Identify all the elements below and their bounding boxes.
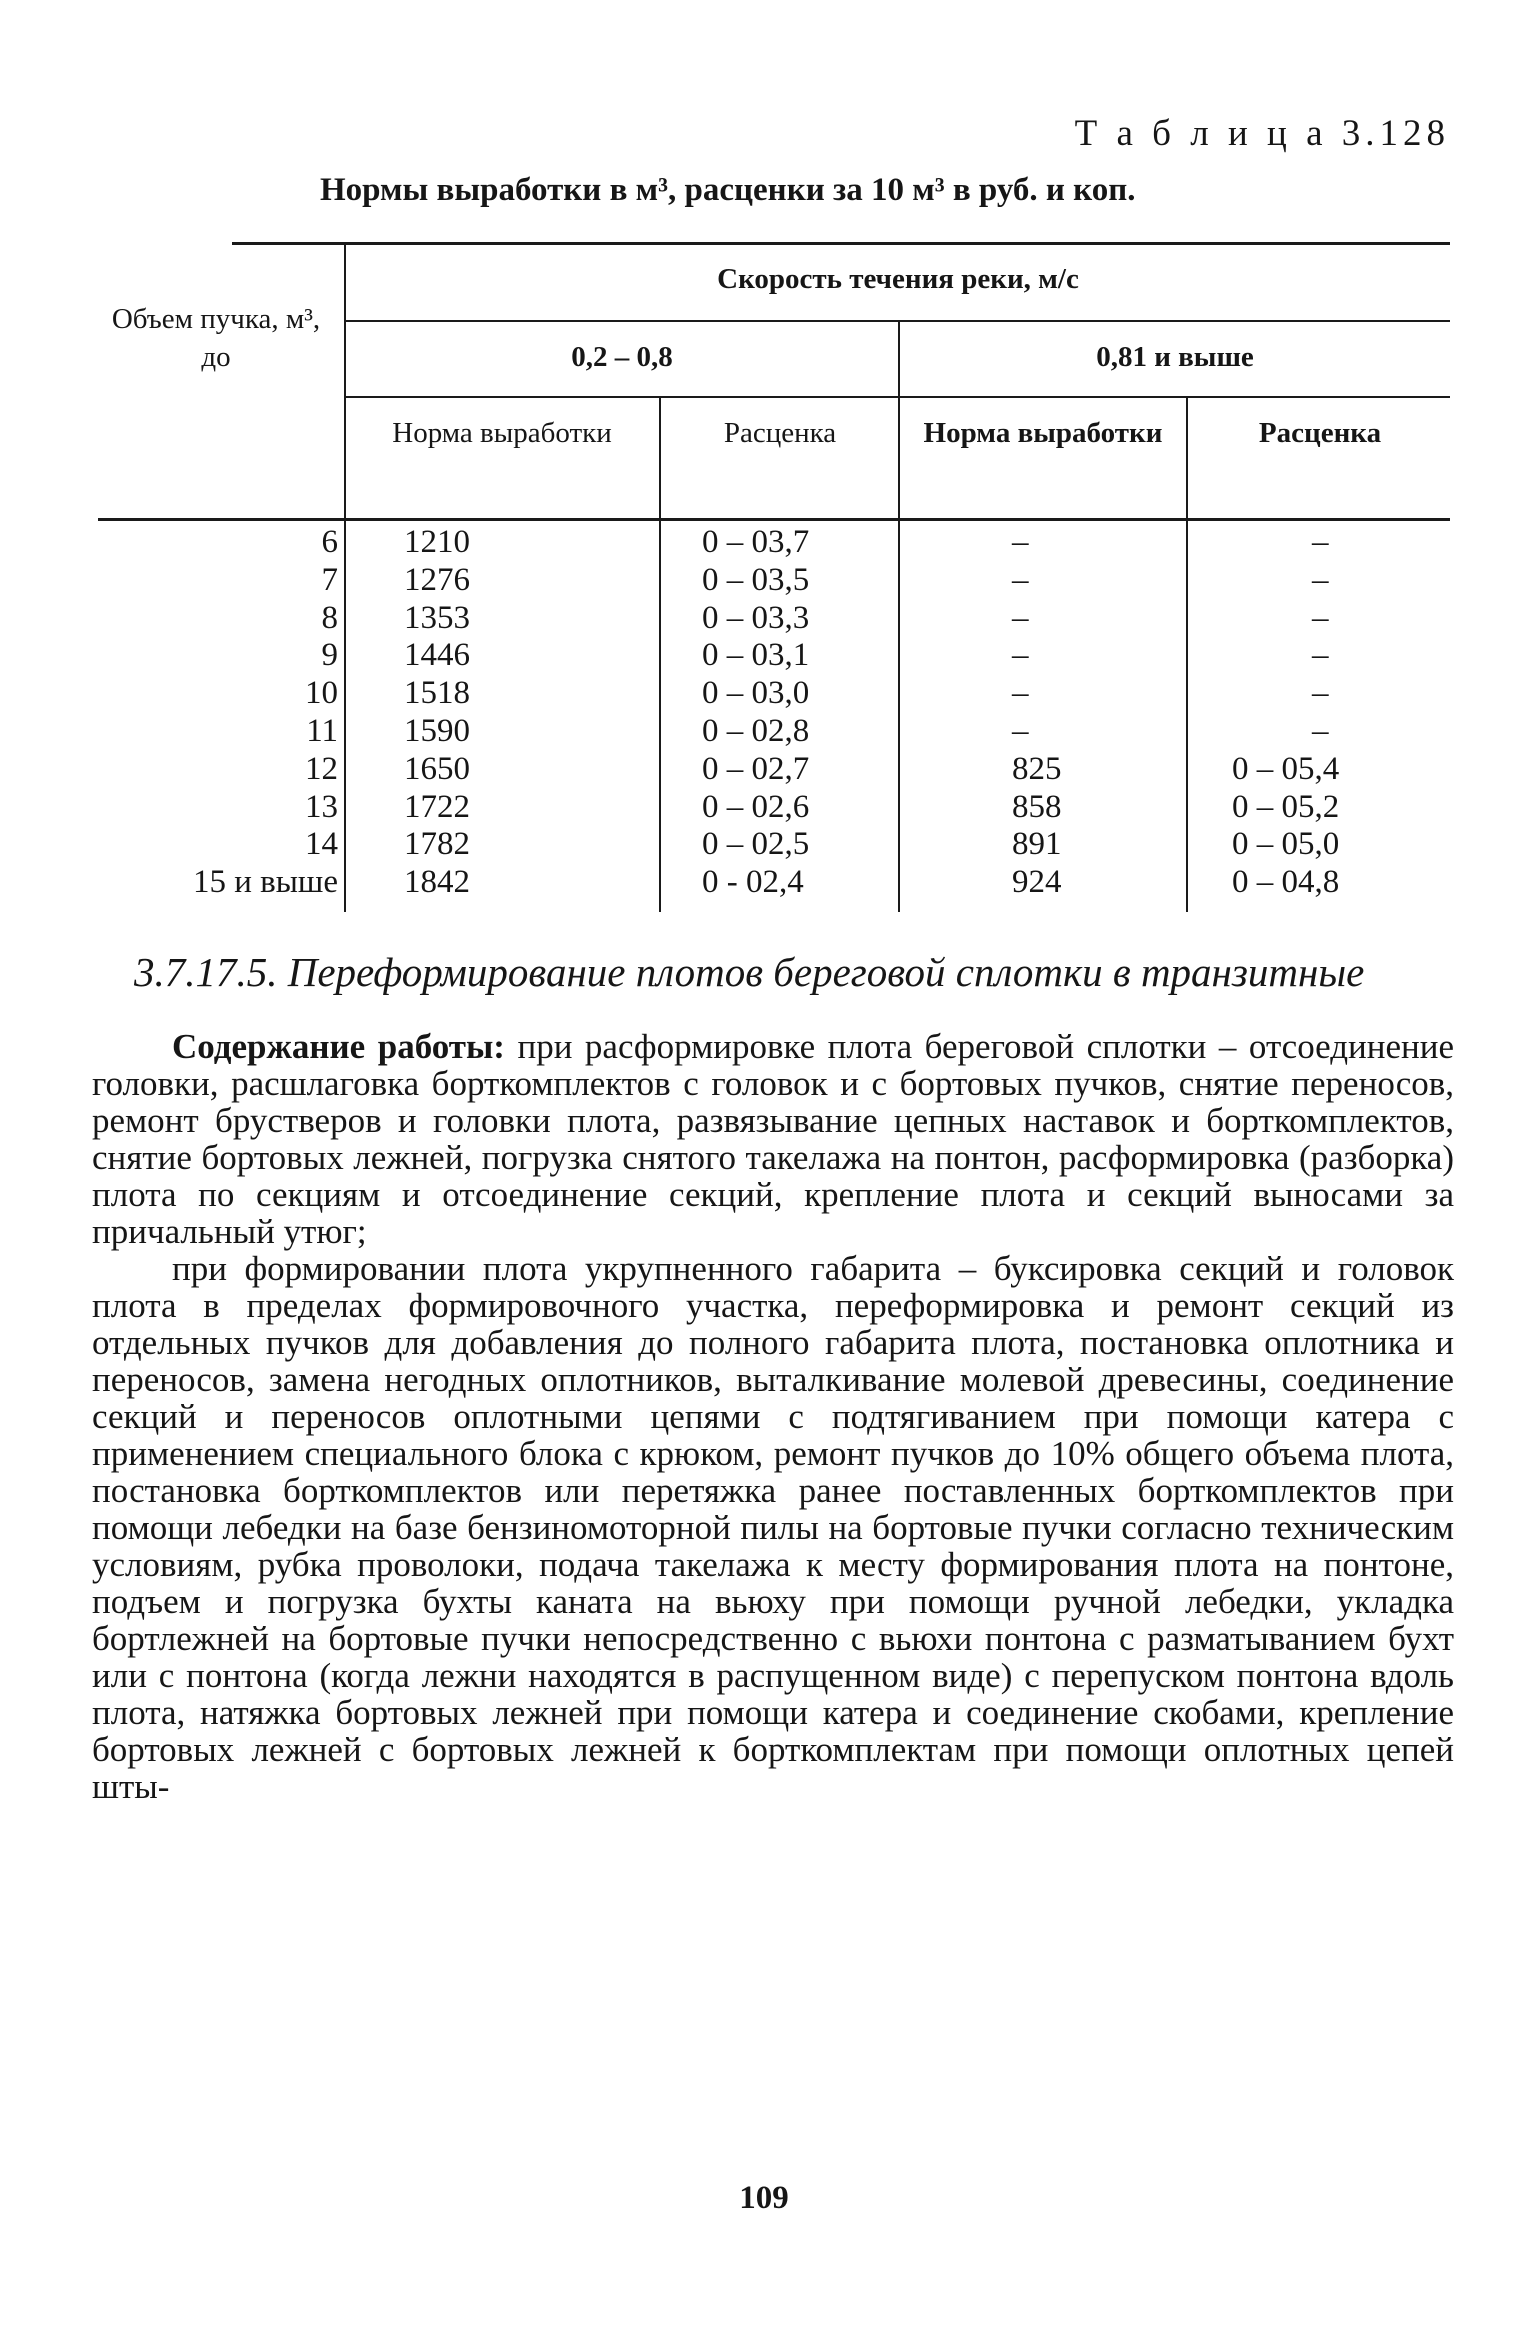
cell-norm-high: 891 [1012, 826, 1062, 863]
speed-group-divider [898, 320, 900, 912]
cell-rate-low: 0 – 03,5 [702, 561, 810, 598]
cell-rate-high: 0 – 05,0 [1232, 826, 1340, 863]
rate-high-column [1190, 524, 1450, 902]
cell-rate-low: 0 – 02,6 [702, 788, 810, 825]
header-bottom-rule [98, 518, 1450, 521]
cell-rate-high: – [1312, 675, 1329, 712]
header-speed-high: 0,81 и выше [1096, 341, 1254, 373]
cell-norm-low: 1353 [404, 599, 470, 636]
header-speed: Скорость течения реки, м/с [717, 263, 1079, 295]
cell-norm-high: – [1012, 712, 1029, 749]
paragraph-1 [92, 1028, 1454, 1250]
lead-label: Содержание работы: [172, 1027, 505, 1066]
cell-norm-low: 1518 [404, 675, 470, 712]
cell-norm-low: 1446 [404, 637, 470, 674]
rate-low-column [662, 524, 898, 902]
cell-rate-low: 0 – 02,8 [702, 712, 810, 749]
header-rate-low: Расценка [723, 417, 837, 449]
paragraph-2: при формировании плота укрупненного габарита – буксировка секций и головок плота в пределах формировочного участка, переформировка и ремонт секций из отдельных пучков для добавления до полного габарита плота, постановка оплотника и переносов, замена негодных оплотников, выталкивание молевой древесины, соединение секций и переносов оплотными цепями с подтягиванием при помощи катера с применением специального блока с крюком, ремонт пучков до 10% общего объема плота, постановка борткомплектов или перетяжка ранее поставленных борткомплектов при помощи лебедки на базе бензиномоторной пилы на бортовые пучки согласно техническим условиям, рубка проволоки, подача такелажа к месту формирования плота на понтоне, подъем и погрузка бухты каната на вьюху при помощи ручной лебедки, укладка бортлежней на бортовые пучки непосредственно с вьюхи понтона с разматыванием бухт или с понтона (когда лежни находятся в распущенном виде) с перепуском понтона вдоль плота, натяжка бортовых лежней при помощи катера и соединение скобами, крепление бортовых лежней с бортовых лежней к борткомплектам при помощи оплотных цепей шты- [92, 1249, 1454, 1806]
header-volume: Объем пучка, м³, до [111, 303, 321, 373]
cell-volume: 14 [305, 826, 338, 863]
cell-norm-high: – [1012, 524, 1029, 560]
norm-high-column [904, 524, 1182, 902]
cell-norm-high: 924 [1012, 864, 1062, 901]
cell-rate-high: – [1312, 712, 1329, 749]
section-heading: 3.7.17.5. Переформирование плотов береговой сплотки в транзитные [134, 949, 1365, 995]
cell-rate-high: – [1312, 599, 1329, 636]
cell-norm-high: 858 [1012, 788, 1062, 825]
cell-volume: 6 [321, 524, 338, 560]
cell-rate-high: – [1312, 524, 1329, 560]
header-speed-low: 0,2 – 0,8 [571, 341, 673, 373]
cell-norm-low: 1782 [404, 826, 470, 863]
cell-norm-high: – [1012, 637, 1029, 674]
volume-column [98, 524, 338, 902]
speed-header-rule [344, 320, 1450, 322]
high-norm-divider [1186, 398, 1188, 912]
cell-rate-low: 0 – 02,5 [702, 826, 810, 863]
cell-norm-low: 1590 [404, 712, 470, 749]
cell-norm-low: 1276 [404, 561, 470, 598]
cell-rate-high: 0 – 05,4 [1232, 750, 1340, 787]
cell-volume: 15 и выше [193, 864, 338, 901]
cell-volume: 10 [305, 675, 338, 712]
cell-norm-high: – [1012, 599, 1029, 636]
cell-volume: 12 [305, 750, 338, 787]
cell-volume: 9 [321, 637, 338, 674]
cell-rate-low: 0 – 03,0 [702, 675, 810, 712]
cell-rate-high: 0 – 05,2 [1232, 788, 1340, 825]
cell-rate-low: 0 – 03,7 [702, 524, 810, 560]
cell-norm-low: 1842 [404, 864, 470, 901]
speed-range-rule [344, 396, 1450, 398]
table-caption: Нормы выработки в м³, расценки за 10 м³ в руб. и коп. [320, 172, 1136, 208]
norm-low-column [346, 524, 658, 902]
cell-norm-low: 1210 [404, 524, 470, 560]
header-norm-high: Норма выработки [923, 417, 1163, 449]
table-label: Т а б л и ц а 3.128 [1074, 113, 1450, 154]
cell-rate-low: 0 – 02,7 [702, 750, 810, 787]
cell-norm-low: 1722 [404, 788, 470, 825]
cell-norm-high: – [1012, 675, 1029, 712]
cell-norm-high: 825 [1012, 750, 1062, 787]
body-text [92, 1028, 1454, 1805]
header-rate-high: Расценка [1258, 417, 1382, 449]
cell-volume: 13 [305, 788, 338, 825]
cell-rate-low: 0 – 03,1 [702, 637, 810, 674]
cell-norm-low: 1650 [404, 750, 470, 787]
cell-volume: 8 [321, 599, 338, 636]
paragraph-1-text: при расформировке плота береговой сплотки – отсоединение головки, расшлаговка борткомплектов с головок и с бортовых пучков, снятие переносов, ремонт брустверов и головки плота, развязывание цепных наставок и борткомплектов, снятие бортовых лежней, погрузка снятого такелажа на понтон, расформировка (разборка) плота по секциям и отсоединение секций, крепление плота и секций выносами за причальный утюг; [92, 1027, 1455, 1251]
header-norm-low: Норма выработки [392, 417, 612, 449]
cell-rate-low: 0 – 03,3 [702, 599, 810, 636]
low-norm-divider [659, 398, 661, 912]
table-top-rule [232, 242, 1450, 245]
cell-rate-high: – [1312, 561, 1329, 598]
cell-rate-low: 0 - 02,4 [702, 864, 804, 901]
page-number: 109 [739, 2180, 789, 2216]
cell-volume: 7 [321, 561, 338, 598]
cell-rate-high: 0 – 04,8 [1232, 864, 1340, 901]
cell-volume: 11 [306, 712, 338, 749]
cell-rate-high: – [1312, 637, 1329, 674]
cell-norm-high: – [1012, 561, 1029, 598]
